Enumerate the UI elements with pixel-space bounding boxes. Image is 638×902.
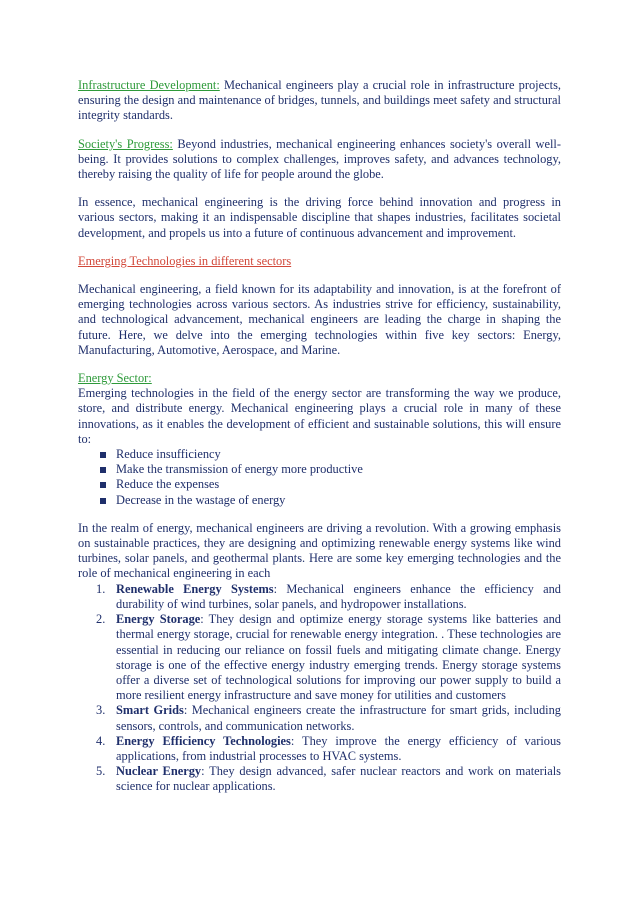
energy-sector-title: Energy Sector: (78, 371, 152, 386)
heading-emerging-technologies: Emerging Technologies in different sectors (78, 253, 292, 268)
label-infrastructure: Infrastructure Development: (78, 78, 220, 92)
list-item: Reduce insufficiency (100, 447, 561, 462)
paragraph-infrastructure (78, 78, 561, 124)
list-item: 2. Energy Storage: They design and optimize energy storage systems like batteries and thermal energy storage, crucial for renewable energy integration. . These technologies are essential in reducing our reliance on fossil fuels and mitigating climate change. Energy storage is one of the effective energy industry emerging trends. Energy storage systems offer a diverse set of technological solutions for improving our power supply to build a more resilient energy infrastructure and save money for utilities and customers (96, 612, 561, 703)
paragraph-intro: Mechanical engineering, a field known for its adaptability and innovation, is at the forefront of emerging technologies across various sectors. As industries strive for efficiency, sustainability, and technological advancement, mechanical engineers are leading the charge in shaping the future. Here, we delve into the emerging technologies within five key sectors: Energy, Manufacturing, Automotive, Aerospace, and Marine. (78, 282, 561, 357)
list-item: 3. Smart Grids: Mechanical engineers create the infrastructure for smart grids, including sensors, controls, and communication networks. (96, 703, 561, 733)
text-society: Beyond industries, mechanical engineering enhances society's overall well-being. It provides solutions to complex challenges, improves safety, and advances technology, thereby raising the quality of life for people around the globe. (78, 136, 561, 182)
list-item: Decrease in the wastage of energy (100, 493, 561, 508)
document-page (78, 78, 561, 795)
energy-sector-title-line (78, 371, 561, 386)
label-society: Society's Progress: (78, 136, 173, 151)
paragraph-realm: In the realm of energy, mechanical engineers are driving a revolution. With a growing emphasis on sustainable practices, they are designing and optimizing renewable energy systems like wind turbines, solar panels, and geothermal plants. Here are some key emerging technologies and the role of mechanical engineering in each (78, 520, 561, 581)
bullet-square-icon (100, 482, 106, 488)
energy-sector-intro: Emerging technologies in the field of the energy sector are transforming the way we produce, store, and distribute energy. Mechanical engineering plays a crucial role in many of these innovations, as it enables the development of efficient and sustainable solutions, this will ensure to: (78, 386, 561, 446)
paragraph-essence: In essence, mechanical engineering is the driving force behind innovation and progress in various sectors, making it an indispensable discipline that shapes industries, facilitates societal development, and propels us into a future of continuous advancement and improvement. (78, 195, 561, 240)
energy-bullet-list (78, 447, 561, 508)
bullet-square-icon (100, 452, 106, 458)
list-item: Make the transmission of energy more productive (100, 462, 561, 477)
text-infrastructure: Mechanical engineers play a crucial role in infrastructure projects, ensuring the design and maintenance of bridges, tunnels, and buildings meet safety and structural integrity standards. (78, 78, 561, 123)
bullet-square-icon (100, 467, 106, 473)
section-heading (78, 254, 561, 269)
list-item: Reduce the expenses (100, 477, 561, 492)
technology-list (78, 582, 561, 795)
paragraph-society (78, 137, 561, 183)
list-item: 1. Renewable Energy Systems: Mechanical engineers enhance the efficiency and durability of wind turbines, solar panels, and hydropower installations. (96, 581, 561, 611)
bullet-square-icon (100, 498, 106, 504)
list-item: 4. Energy Efficiency Technologies: They improve the energy efficiency of various applications, from industrial processes to HVAC systems. (96, 733, 561, 763)
list-item: 5. Nuclear Energy: They design advanced, safer nuclear reactors and work on materials science for nuclear applications. (96, 764, 561, 794)
